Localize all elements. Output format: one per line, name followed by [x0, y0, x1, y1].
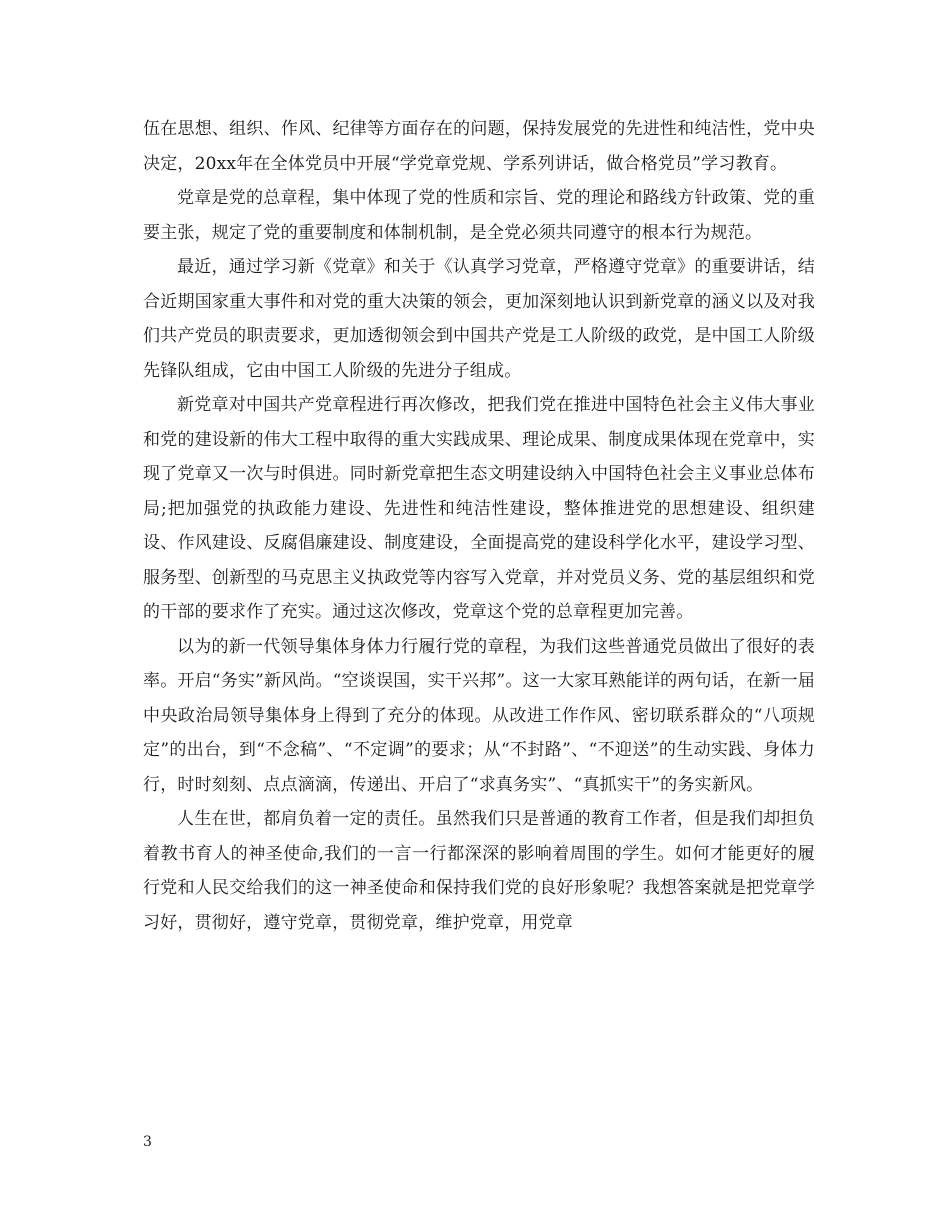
paragraph-4: 新党章对中国共产党章程进行再次修改，把我们党在推进中国特色社会主义伟大事业和党的建设新的伟大工程中取得的重大实践成果、理论成果、制度成果体现在党章中，实现了党章又一次与时俱进。同时新党章把生态文明建设纳入中国特色社会主义事业总体布局;把加强党的执政能力建设、先进性和纯洁性建设，整体推进党的思想建设、组织建设、作风建设、反腐倡廉建设、制度建设，全面提高党的建设科学化水平，建设学习型、服务型、创新型的马克思主义执政党等内容写入党章，并对党员义务、党的基层组织和党的干部的要求作了充实。通过这次修改，党章这个党的总章程更加完善。 — [143, 395, 815, 622]
paragraph-1: 伍在思想、组织、作风、纪律等方面存在的问题，保持发展党的先进性和纯洁性，党中央决定，20xx年在全体党员中开展“学党章党规、学系列讲话，做合格党员”学习教育。 — [143, 119, 815, 174]
paragraph-3: 最近，通过学习新《党章》和关于《认真学习党章，严格遵守党章》的重要讲话，结合近期国家重大事件和对党的重大决策的领会，更加深刻地认识到新党章的涵义以及对我们共产党员的职责要求，更加透彻领会到中国共产党是工人阶级的政党，是中国工人阶级先锋队组成，它由中国工人阶级的先进分子组成。 — [143, 257, 815, 381]
document-body — [143, 112, 815, 940]
paragraph-6: 人生在世，都肩负着一定的责任。虽然我们只是普通的教育工作者，但是我们却担负着教书育人的神圣使命,我们的一言一行都深深的影响着周围的学生。如何才能更好的履行党和人民交给我们的这一神圣使命和保持我们党的良好形象呢？我想答案就是把党章学习好，贯彻好，遵守党章，贯彻党章，维护党章，用党章 — [143, 809, 815, 933]
paragraph-5: 以为的新一代领导集体身体力行履行党的章程，为我们这些普通党员做出了很好的表率。开启“务实”新风尚。“空谈误国，实干兴邦”。这一大家耳熟能详的两句话，在新一届中央政治局领导集体身上得到了充分的体现。从改进工作作风、密切联系群众的“八项规定”的出台，到“不念稿”、“不定调”的要求；从“不封路”、“不迎送”的生动实践、身体力行，时时刻刻、点点滴滴，传递出、开启了“求真务实”、“真抓实干”的务实新风。 — [143, 636, 815, 795]
paragraph-2: 党章是党的总章程，集中体现了党的性质和宗旨、党的理论和路线方针政策、党的重要主张，规定了党的重要制度和体制机制，是全党必须共同遵守的根本行为规范。 — [143, 188, 815, 243]
page-number: 3 — [143, 1134, 152, 1150]
